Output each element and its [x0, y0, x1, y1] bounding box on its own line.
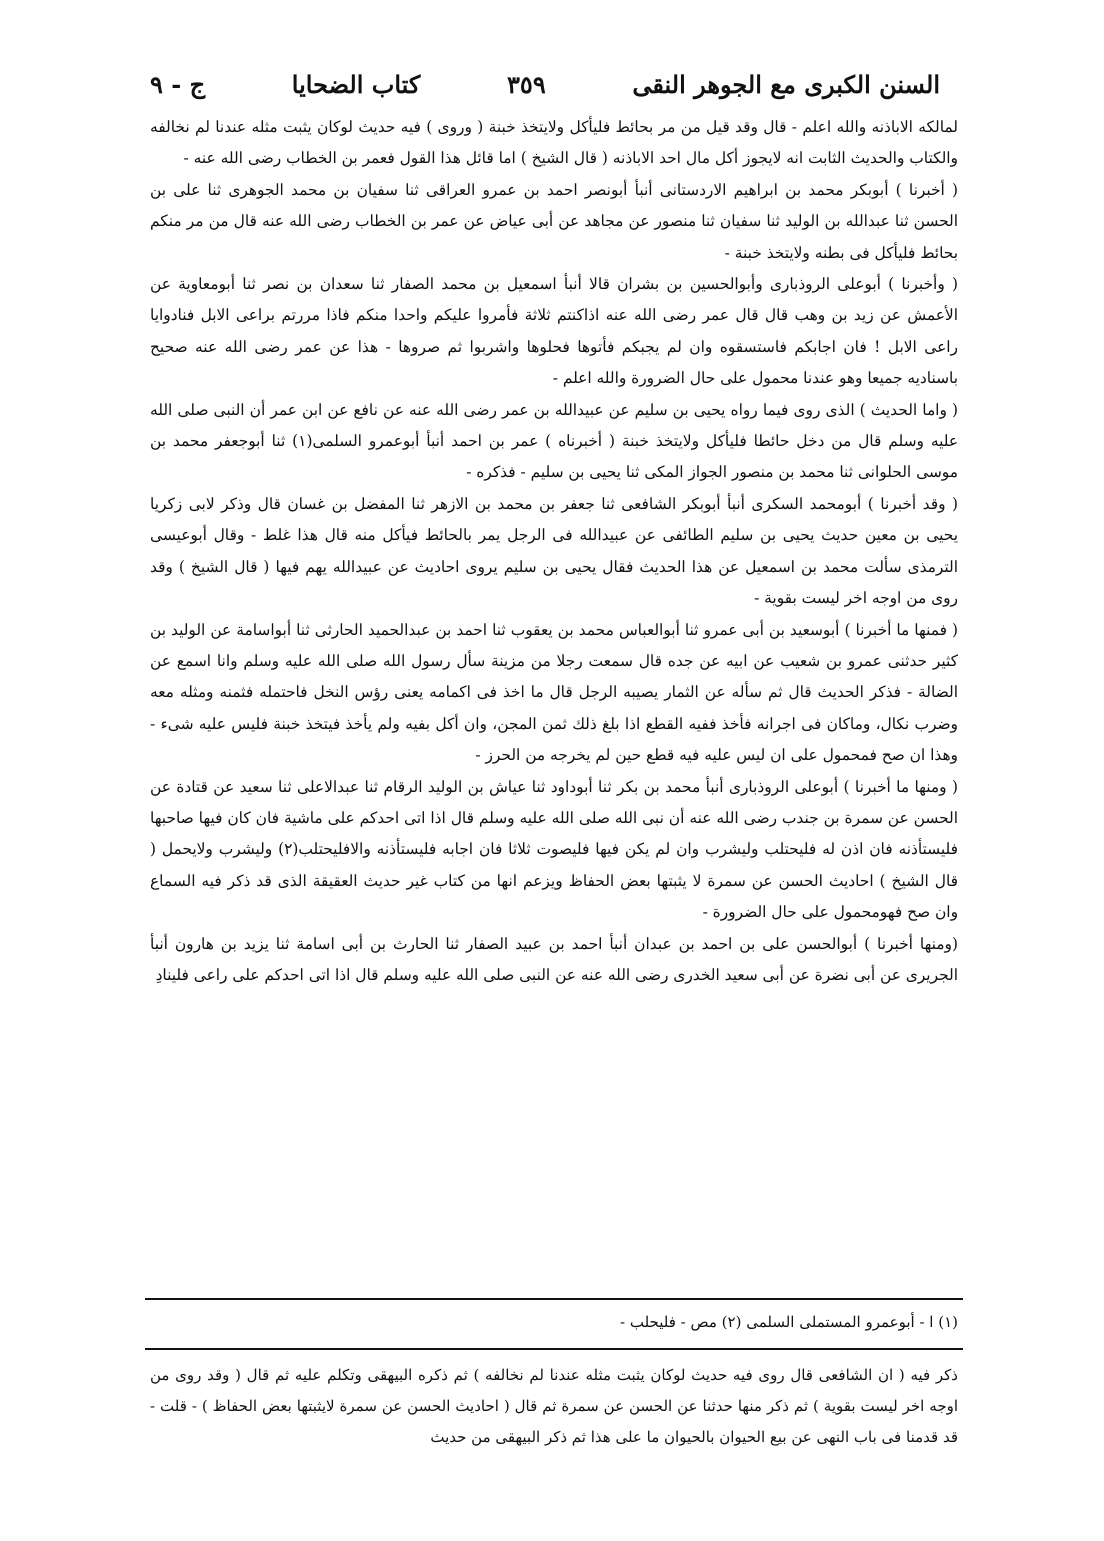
volume-number: ج - ٩	[150, 69, 206, 99]
paragraph: لمالكه الاباذنه والله اعلم - قال وقد قيل من مر بحائط فليأكل ولايتخذ خبنة ( وروى ) فيه حديث لوكان يثبت مثله عندنا لم نخالفه والكتاب والحديث الثابت انه لايجوز أكل مال احد الاباذنه ( قال الشيخ ) اما قائل هذا القول فعمر بن الخطاب رضى الله عنه -	[150, 118, 958, 168]
paragraph: ( أخبرنا ) أبوبكر محمد بن ابراهيم الاردستانى أنبأ أبونصر احمد بن عمرو العراقى ثنا سفيان بن محمد الجوهرى ثنا على بن الحسن ثنا عبدالله بن الوليد ثنا سفيان ثنا منصور عن مجاهد عن أبى عياض عن عمر بن الخطاب رضى الله عنه قال من مر منكم بحائط فليأكل فى بطنه ولايتخذ خبنة -	[150, 180, 958, 262]
paragraph: ( واما الحديث ) الذى روى فيما رواه يحيى بن سليم عن عبيدالله بن عمر رضى الله عنه عن نافع عن ابن عمر أن النبى صلى الله عليه وسلم قال من دخل حائطا فليأكل ولايتخذ خبنة ( أخبرناه ) عمر بن احمد أنبأ أبوعمرو السلمى(١) ثنا أبوجعفر محمد بن موسى الحلوانى ثنا محمد بن منصور الجواز المكى ثنا يحيى بن سليم - فذكره -	[150, 400, 958, 482]
commentary-text: ذكر فيه ( ان الشافعى قال روى فيه حديث لوكان يثبت مثله عندنا لم نخالفه ) ثم ذكره البيهقى وتكلم عليه ثم قال ( وقد روى من اوجه اخر ليست بقوية ) ثم ذكر منها حدثنا عن الحسن عن سمرة ثم قال ( احاديث الحسن عن سمرة لايثبتها بعض الحفاظ ) - قلت - قد قدمنا فى باب النهى عن بيع الحيوان بالحيوان ما على هذا ثم ذكر البيهقى من حديث	[150, 1366, 958, 1446]
footnote-divider	[145, 1298, 963, 1300]
footnotes: (١) ا - أبوعمرو المستملى السلمى (٢) مص - فليحلب -	[620, 1313, 958, 1331]
page-number: ٣٥٩	[507, 69, 546, 99]
paragraph: ( وقد أخبرنا ) أبومحمد السكرى أنبأ أبوبكر الشافعى ثنا جعفر بن محمد بن الازهر ثنا المفضل بن غسان قال وذكر لابى زكريا يحيى بن معين حديث يحيى بن سليم الطائفى عن عبيدالله فى الرجل يمر بالحائط فيأكل منه قال هذا غلط - وقال أبوعيسى الترمذى سألت محمد بن اسمعيل عن هذا الحديث فقال يحيى بن سليم يروى احاديث عن عبيدالله يهم فيها ( قال الشيخ ) وقد روى من اوجه اخر ليست بقوية -	[150, 494, 958, 608]
paragraph: ( فمنها ما أخبرنا ) أبوسعيد بن أبى عمرو ثنا أبوالعباس محمد بن يعقوب ثنا احمد بن عبدالحميد الحارثى ثنا أبواسامة عن الوليد بن كثير حدثنى عمرو بن شعيب عن ابيه عن جده قال سمعت رجلا من مزينة سأل رسول الله صلى الله عليه وسلم وانا اسمع عن الضالة - فذكر الحديث قال ثم سأله عن الثمار يصيبه الرجل قال ما اخذ فى اكمامه يعنى رؤس النخل فاحتمله فثمنه ومثله معه وضرب نكال، وماكان فى اجرانه فأخذ ففيه القطع اذا بلغ ذلك ثمن المجن، وان أكل بفيه ولم يأخذ فيتخذ خبنة فليس عليه شىء - وهذا ان صح فمحمول على ان ليس عليه فيه قطع حين لم يخرجه من الحرز -	[150, 620, 958, 765]
paragraph: (ومنها أخبرنا ) أبوالحسن على بن احمد بن عبدان أنبأ احمد بن عبيد الصفار ثنا الحارث بن أبى اسامة ثنا يزيد بن هارون أنبأ الجريرى عن أبى نضرة عن أبى سعيد الخدرى رضى الله عنه عن النبى صلى الله عليه وسلم قال اذا اتى احدكم على راعى فلينادِ	[150, 934, 958, 984]
main-text	[150, 112, 958, 991]
paragraph: ( وأخبرنا ) أبوعلى الروذبارى وأبوالحسين بن بشران قالا أنبأ اسمعيل بن محمد الصفار ثنا سعدان بن نصر ثنا أبومعاوية عن الأعمش عن زيد بن وهب قال قال عمر رضى الله عنه اذاكنتم ثلاثة فأمروا عليكم واحدا منكم فاذا مررتم براعى الابل فنادوايا راعى الابل ! فان اجابكم فاستسقوه وان لم يجبكم فأتوها فحلوها واشربوا ثم صروها - هذا عن عمر رضى الله عنه صحيح باسناديه جميعا وهو عندنا محمول على حال الضرورة والله اعلم -	[150, 275, 958, 388]
paragraph: ( ومنها ما أخبرنا ) أبوعلى الروذبارى أنبأ محمد بن بكر ثنا أبوداود ثنا عياش بن الوليد الرقام ثنا عبدالاعلى ثنا سعيد عن قتادة عن الحسن عن سمرة بن جندب رضى الله عنه أن نبى الله صلى الله عليه وسلم قال اذا اتى احدكم على ماشية فان كان فيها صاحبها فليستأذنه فان اذن له فليحتلب وليشرب وان لم يكن فيها فليصوت ثلاثا فان اجابه فليستأذنه والافليحتلب(٢) وليشرب ولايحمل ( قال الشيخ ) احاديث الحسن عن سمرة لا يثبتها بعض الحفاظ ويزعم انها من كتاب غير حديث العقيقة الذى قد ذكر فيه السماع وان صح فهومحمول على حال الضرورة -	[150, 777, 958, 922]
book-title: السنن الكبرى مع الجوهر النقى	[632, 69, 940, 99]
chapter-title: كتاب الضحايا	[291, 69, 421, 99]
commentary-divider	[145, 1348, 963, 1350]
page-header	[150, 62, 940, 106]
